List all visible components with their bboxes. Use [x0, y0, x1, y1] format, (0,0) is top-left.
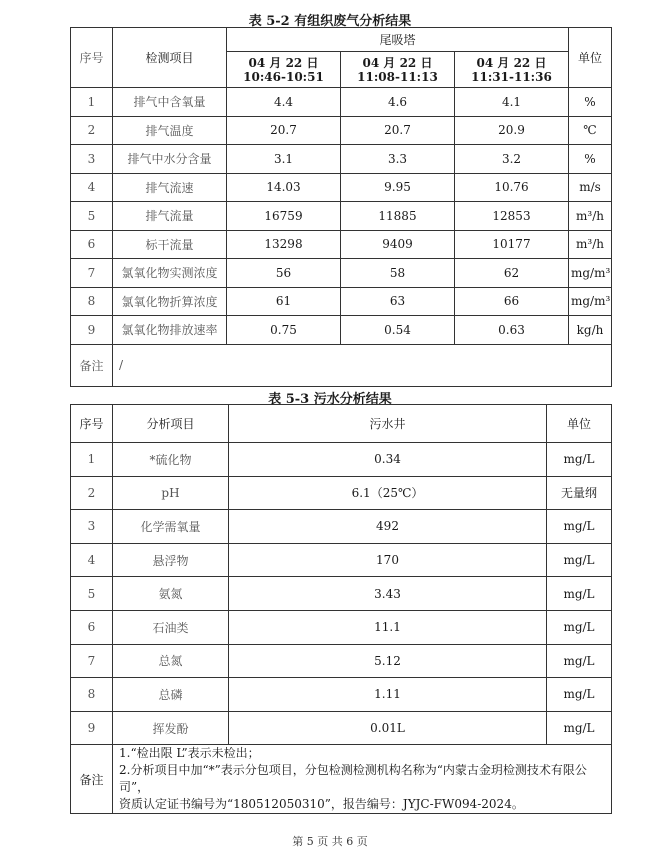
- row-value-3: 3.2: [455, 145, 569, 174]
- sample-date: 04 月 22 日: [476, 55, 547, 70]
- header-unit: 单位: [547, 405, 612, 443]
- row-item: 氯氧化物实测浓度: [113, 259, 227, 288]
- table-row: [71, 644, 612, 678]
- table-row: [71, 116, 612, 145]
- row-seq: 5: [71, 577, 113, 611]
- row-item: 氨氮: [113, 577, 229, 611]
- row-value: 170: [229, 543, 547, 577]
- row-seq: 4: [71, 173, 113, 202]
- row-value-2: 11885: [341, 202, 455, 231]
- row-seq: 2: [71, 116, 113, 145]
- sample-date: 04 月 22 日: [248, 55, 319, 70]
- sample-date: 04 月 22 日: [362, 55, 433, 70]
- sample-time: 11:08-11:13: [357, 69, 438, 84]
- row-unit: mg/L: [547, 577, 612, 611]
- sample-header-3: [455, 52, 569, 88]
- header-location: 尾吸塔: [227, 28, 569, 52]
- table-row: [71, 443, 612, 477]
- row-value-2: 63: [341, 287, 455, 316]
- row-unit: m/s: [569, 173, 612, 202]
- row-seq: 1: [71, 88, 113, 117]
- row-unit: mg/L: [547, 443, 612, 477]
- row-value-1: 14.03: [227, 173, 341, 202]
- table-row: [71, 173, 612, 202]
- row-value-3: 66: [455, 287, 569, 316]
- table-row: [71, 202, 612, 231]
- row-value-3: 4.1: [455, 88, 569, 117]
- row-seq: 8: [71, 678, 113, 712]
- table-row: [71, 577, 612, 611]
- row-value-2: 9.95: [341, 173, 455, 202]
- row-value-3: 10177: [455, 230, 569, 259]
- row-item: 氯氧化物折算浓度: [113, 287, 227, 316]
- row-seq: 7: [71, 259, 113, 288]
- row-item: *硫化物: [113, 443, 229, 477]
- table-row: [71, 145, 612, 174]
- row-value-3: 10.76: [455, 173, 569, 202]
- row-item: 排气中水分含量: [113, 145, 227, 174]
- row-item: 化学需氧量: [113, 510, 229, 544]
- row-value-3: 0.63: [455, 316, 569, 345]
- row-seq: 3: [71, 510, 113, 544]
- table-row: [71, 287, 612, 316]
- header-unit: 单位: [569, 28, 612, 88]
- remarks-content: [113, 745, 612, 814]
- row-seq: 5: [71, 202, 113, 231]
- row-value: 5.12: [229, 644, 547, 678]
- header-location: 污水井: [229, 405, 547, 443]
- header-item: 分析项目: [113, 405, 229, 443]
- row-item: 排气温度: [113, 116, 227, 145]
- row-unit: mg/m³: [569, 287, 612, 316]
- table-row: [71, 316, 612, 345]
- row-unit: ℃: [569, 116, 612, 145]
- row-value-2: 0.54: [341, 316, 455, 345]
- row-value: 3.43: [229, 577, 547, 611]
- remark-line: 资质认定证书编号为“180512050310”，报告编号：JYJC-FW094-2024。: [119, 797, 524, 812]
- row-value-1: 0.75: [227, 316, 341, 345]
- row-seq: 7: [71, 644, 113, 678]
- row-item: 总氮: [113, 644, 229, 678]
- row-seq: 9: [71, 711, 113, 745]
- row-value-2: 9409: [341, 230, 455, 259]
- row-seq: 4: [71, 543, 113, 577]
- row-item: 悬浮物: [113, 543, 229, 577]
- table-row: [71, 259, 612, 288]
- wastewater-table: [70, 404, 612, 814]
- row-unit: 无量纲: [547, 476, 612, 510]
- header-seq: 序号: [71, 405, 113, 443]
- row-value-2: 20.7: [341, 116, 455, 145]
- row-value: 492: [229, 510, 547, 544]
- row-value: 1.11: [229, 678, 547, 712]
- row-unit: mg/L: [547, 610, 612, 644]
- sample-header-2: [341, 52, 455, 88]
- page-footer: 第 5 页 共 6 页: [292, 835, 368, 848]
- row-unit: mg/L: [547, 543, 612, 577]
- row-item: 排气中含氧量: [113, 88, 227, 117]
- header-seq: 序号: [71, 28, 113, 88]
- row-value: 0.01L: [229, 711, 547, 745]
- remark-line: 1.“检出限 L”表示未检出；: [119, 746, 260, 761]
- row-value-2: 3.3: [341, 145, 455, 174]
- row-item: 排气流速: [113, 173, 227, 202]
- remarks-label: 备注: [71, 344, 113, 386]
- row-value-2: 4.6: [341, 88, 455, 117]
- row-item: 氯氧化物排放速率: [113, 316, 227, 345]
- row-unit: kg/h: [569, 316, 612, 345]
- table1-caption: 表 5-2 有组织废气分析结果: [248, 14, 412, 29]
- row-value: 6.1（25℃）: [229, 476, 547, 510]
- row-item: 标干流量: [113, 230, 227, 259]
- row-value-1: 3.1: [227, 145, 341, 174]
- row-unit: mg/m³: [569, 259, 612, 288]
- row-seq: 6: [71, 230, 113, 259]
- row-value-1: 13298: [227, 230, 341, 259]
- sample-header-1: [227, 52, 341, 88]
- row-value-2: 58: [341, 259, 455, 288]
- row-item: 排气流量: [113, 202, 227, 231]
- header-item: 检测项目: [113, 28, 227, 88]
- table-row: [71, 610, 612, 644]
- row-unit: m³/h: [569, 230, 612, 259]
- row-value-3: 12853: [455, 202, 569, 231]
- row-seq: 6: [71, 610, 113, 644]
- row-value-1: 4.4: [227, 88, 341, 117]
- row-value: 11.1: [229, 610, 547, 644]
- row-value-1: 16759: [227, 202, 341, 231]
- sample-time: 11:31-11:36: [471, 69, 552, 84]
- table2-caption: 表 5-3 污水分析结果: [268, 392, 392, 407]
- row-value: 0.34: [229, 443, 547, 477]
- remarks-value: /: [113, 344, 612, 386]
- row-value-1: 56: [227, 259, 341, 288]
- row-value-1: 20.7: [227, 116, 341, 145]
- table-row: [71, 711, 612, 745]
- row-value-3: 62: [455, 259, 569, 288]
- table-row: [71, 543, 612, 577]
- row-unit: mg/L: [547, 510, 612, 544]
- row-value-3: 20.9: [455, 116, 569, 145]
- row-seq: 9: [71, 316, 113, 345]
- row-value-1: 61: [227, 287, 341, 316]
- table-row: [71, 678, 612, 712]
- table-row: [71, 476, 612, 510]
- row-item: 挥发酚: [113, 711, 229, 745]
- row-item: pH: [113, 476, 229, 510]
- row-unit: mg/L: [547, 644, 612, 678]
- remarks-label: 备注: [71, 745, 113, 814]
- table-row: [71, 510, 612, 544]
- row-seq: 8: [71, 287, 113, 316]
- row-item: 石油类: [113, 610, 229, 644]
- row-seq: 3: [71, 145, 113, 174]
- row-unit: mg/L: [547, 711, 612, 745]
- table-row: [71, 230, 612, 259]
- remark-line: 2.分析项目中加“*”表示分包项目，分包检测检测机构名称为“内蒙古金玥检测技术有限公司”，: [119, 763, 587, 795]
- exhaust-gas-table: [70, 27, 612, 387]
- row-unit: %: [569, 145, 612, 174]
- sample-time: 10:46-10:51: [243, 69, 324, 84]
- row-unit: m³/h: [569, 202, 612, 231]
- table-row: [71, 88, 612, 117]
- row-unit: mg/L: [547, 678, 612, 712]
- row-unit: %: [569, 88, 612, 117]
- row-seq: 1: [71, 443, 113, 477]
- row-seq: 2: [71, 476, 113, 510]
- row-item: 总磷: [113, 678, 229, 712]
